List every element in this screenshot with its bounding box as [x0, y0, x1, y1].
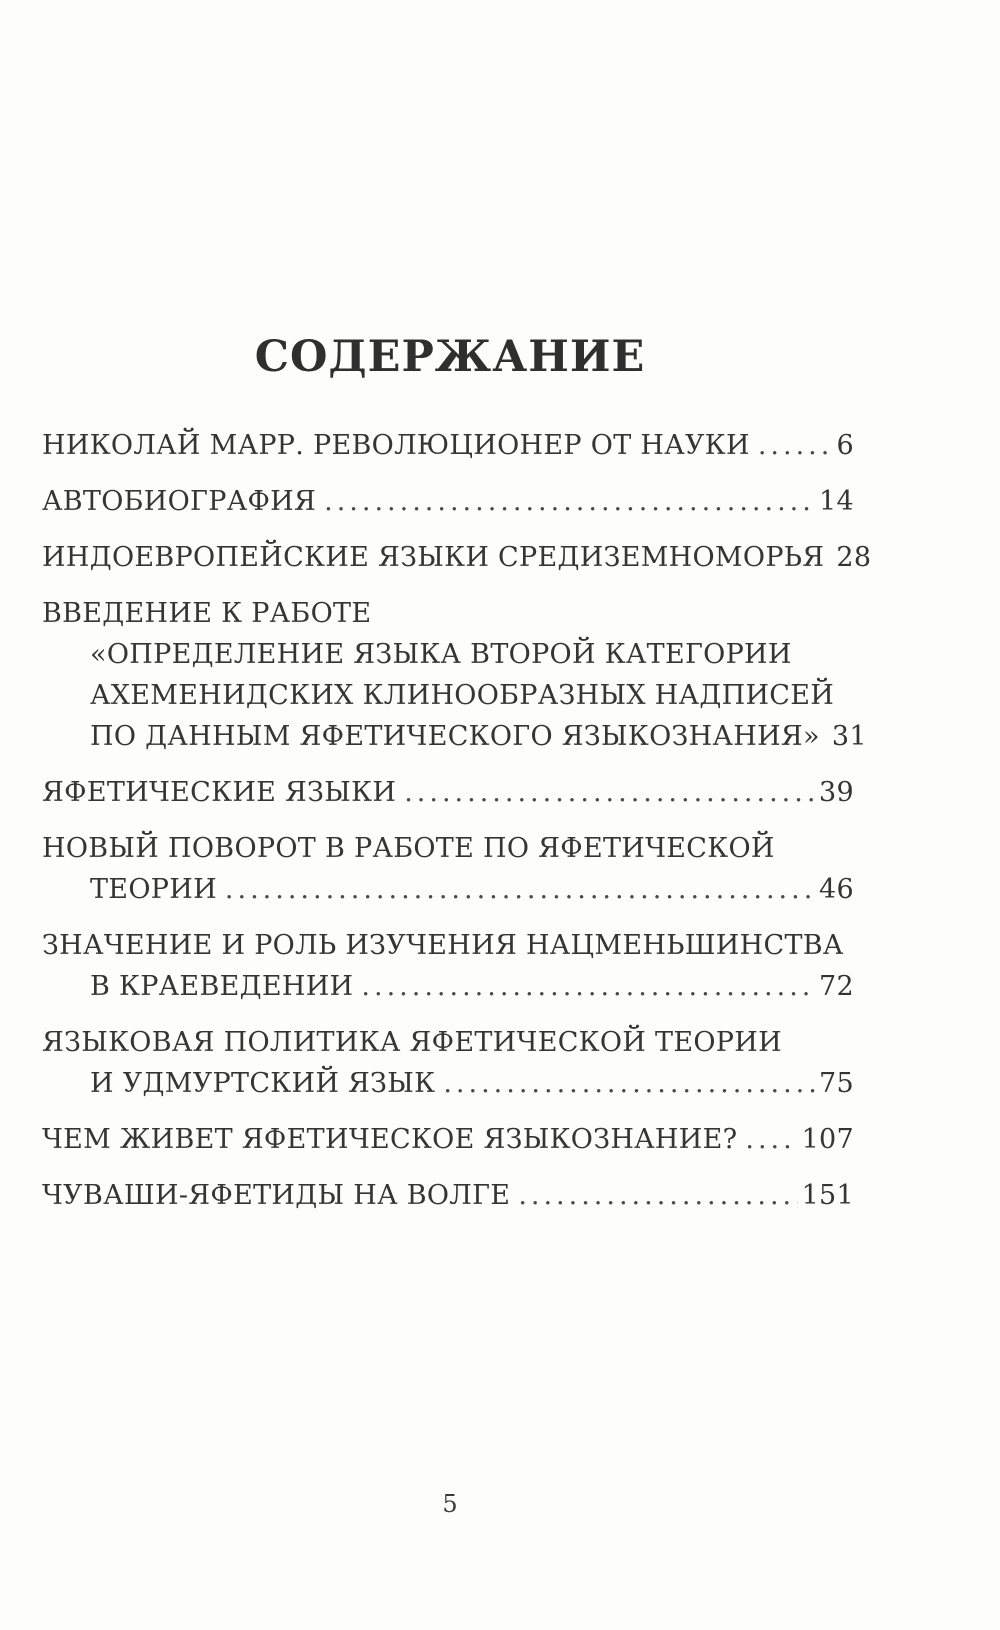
- toc-entry-title: ЧЕМ ЖИВЕТ ЯФЕТИЧЕСКОЕ ЯЗЫКОЗНАНИЕ?: [42, 1124, 738, 1155]
- page-title: СОДЕРЖАНИЕ: [254, 332, 646, 382]
- page-number: 5: [442, 1490, 458, 1518]
- toc-line: [42, 925, 854, 966]
- toc-entry-title: ВВЕДЕНИЕ К РАБОТЕ: [42, 598, 372, 629]
- toc-line: [42, 1022, 854, 1063]
- toc-line: [42, 675, 854, 716]
- toc-entry-title: ЧУВАШИ-ЯФЕТИДЫ НА ВОЛГЕ: [42, 1180, 511, 1211]
- toc-entry: [42, 481, 854, 522]
- toc-line: [42, 828, 854, 869]
- toc-entry: [42, 537, 872, 578]
- toc-line: [42, 1119, 854, 1160]
- toc-entry-title-continued: ПО ДАННЫМ ЯФЕТИЧЕСКОГО ЯЗЫКОЗНАНИЯ»: [90, 721, 820, 752]
- toc-entry: [42, 925, 854, 1007]
- toc-page-number: 39: [819, 777, 854, 808]
- toc-page-number: 31: [831, 721, 867, 752]
- dot-leader: [518, 1175, 797, 1216]
- toc-page-number: 46: [819, 874, 854, 905]
- toc-entry: [42, 772, 854, 813]
- toc-entry: [42, 1022, 854, 1104]
- toc-entry: [42, 1119, 854, 1160]
- toc-entry: [42, 593, 867, 757]
- toc-line: [42, 425, 854, 466]
- toc-line: [42, 966, 854, 1007]
- toc-line: [42, 537, 872, 578]
- toc-entry-title: ИНДОЕВРОПЕЙСКИЕ ЯЗЫКИ СРЕДИЗЕМНОМОРЬЯ: [42, 542, 825, 573]
- toc-page-number: 75: [819, 1068, 854, 1099]
- toc-line: [42, 772, 854, 813]
- toc-entry-title: АВТОБИОГРАФИЯ: [42, 486, 317, 517]
- dot-leader: [443, 1063, 815, 1104]
- toc-entry-title: НИКОЛАЙ МАРР. РЕВОЛЮЦИОНЕР ОТ НАУКИ: [42, 430, 750, 461]
- toc-page-number: 14: [819, 486, 854, 517]
- toc-entry-title: ЯФЕТИЧЕСКИЕ ЯЗЫКИ: [42, 777, 397, 808]
- toc-page-number: 107: [801, 1124, 854, 1155]
- dot-leader: [324, 481, 815, 522]
- toc-entry-title: НОВЫЙ ПОВОРОТ В РАБОТЕ ПО ЯФЕТИЧЕСКОЙ: [42, 833, 775, 864]
- toc-entry-title-continued: ТЕОРИИ: [90, 874, 217, 905]
- toc-entry: [42, 425, 854, 466]
- toc-line: [42, 634, 854, 675]
- toc-entry-title: ЗНАЧЕНИЕ И РОЛЬ ИЗУЧЕНИЯ НАЦМЕНЬШИНСТВА: [42, 930, 844, 961]
- dot-leader: [758, 425, 833, 466]
- toc-page-number: 6: [836, 430, 854, 461]
- toc-page-number: 72: [819, 971, 854, 1002]
- toc-entry: [42, 828, 854, 910]
- toc-line: [42, 593, 854, 634]
- toc-line: [42, 716, 867, 757]
- toc-page-number: 28: [836, 542, 872, 573]
- toc-line: [42, 481, 854, 522]
- toc-entry-title: ЯЗЫКОВАЯ ПОЛИТИКА ЯФЕТИЧЕСКОЙ ТЕОРИИ: [42, 1027, 782, 1058]
- toc-entry: [42, 1175, 854, 1216]
- toc-line: [42, 869, 854, 910]
- dot-leader: [225, 869, 815, 910]
- dot-leader: [404, 772, 815, 813]
- dot-leader: [361, 966, 815, 1007]
- table-of-contents: [42, 425, 872, 1231]
- toc-entry-title-continued: АХЕМЕНИДСКИХ КЛИНООБРАЗНЫХ НАДПИСЕЙ: [90, 680, 835, 711]
- dot-leader: [745, 1119, 797, 1160]
- toc-line: [42, 1063, 854, 1104]
- toc-line: [42, 1175, 854, 1216]
- toc-entry-title-continued: «ОПРЕДЕЛЕНИЕ ЯЗЫКА ВТОРОЙ КАТЕГОРИИ: [90, 639, 792, 670]
- toc-page-number: 151: [801, 1180, 854, 1211]
- toc-entry-title-continued: В КРАЕВЕДЕНИИ: [90, 971, 354, 1002]
- toc-entry-title-continued: И УДМУРТСКИЙ ЯЗЫК: [90, 1068, 436, 1099]
